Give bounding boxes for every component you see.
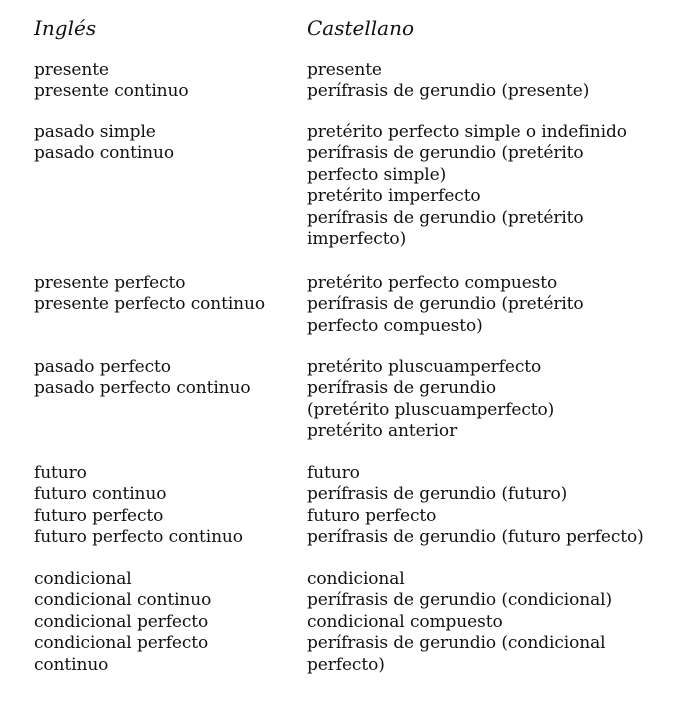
spanish-tenses: [307, 357, 672, 443]
spanish-tense: perfecto simple): [307, 164, 447, 185]
spanish-tense: perífrasis de gerundio (pretérito: [307, 143, 584, 164]
english-tense: pasado simple: [34, 122, 156, 142]
english-tense: presente perfecto continuo: [34, 294, 266, 315]
spanish-tenses: [307, 463, 672, 549]
spanish-tense: pretérito imperfecto: [307, 186, 481, 207]
spanish-tense: perífrasis de gerundio: [307, 378, 497, 399]
spanish-tense: condicional: [307, 569, 405, 589]
english-tenses: [34, 273, 299, 316]
english-column-header: Inglés: [34, 16, 97, 40]
spanish-tense: (pretérito pluscuamperfecto): [307, 399, 555, 420]
spanish-tense: perífrasis de gerundio (pretérito: [307, 294, 584, 315]
english-tenses: [34, 60, 299, 103]
spanish-tenses: [307, 122, 672, 250]
spanish-tenses: [307, 273, 672, 337]
english-tense: futuro perfecto: [34, 505, 164, 526]
english-tense: pasado perfecto: [34, 357, 171, 377]
spanish-tense: pretérito pluscuamperfecto: [307, 357, 542, 377]
spanish-tenses: [307, 60, 672, 103]
spanish-tense: perífrasis de gerundio (presente): [307, 81, 590, 102]
english-tenses: [34, 463, 299, 549]
spanish-tense: condicional compuesto: [307, 611, 503, 632]
spanish-tenses: [307, 569, 672, 676]
english-tenses: [34, 569, 299, 676]
spanish-tense: pretérito anterior: [307, 421, 458, 442]
spanish-tense: perífrasis de gerundio (condicional): [307, 590, 613, 611]
spanish-tense: presente: [307, 60, 382, 80]
english-tense: presente continuo: [34, 81, 189, 102]
spanish-tense: pretérito perfecto compuesto: [307, 273, 558, 293]
spanish-tense: futuro: [307, 463, 360, 483]
english-tense: condicional perfecto: [34, 633, 209, 654]
spanish-tense: perfecto): [307, 654, 385, 675]
spanish-tense: pretérito perfecto simple o indefinido: [307, 122, 627, 142]
spanish-tense: perífrasis de gerundio (futuro perfecto): [307, 527, 644, 548]
english-tense: pasado perfecto continuo: [34, 378, 251, 399]
english-tense: futuro perfecto continuo: [34, 527, 243, 548]
english-tense: pasado continuo: [34, 143, 175, 164]
spanish-tense: perífrasis de gerundio (pretérito: [307, 207, 584, 228]
spanish-column-header: Castellano: [307, 16, 415, 40]
english-tense: presente perfecto: [34, 273, 186, 293]
english-tense: presente: [34, 60, 109, 80]
english-tense: continuo: [34, 654, 109, 675]
english-tenses: [34, 357, 299, 400]
english-tenses: [34, 122, 299, 165]
spanish-tense: perfecto compuesto): [307, 315, 483, 336]
spanish-tense: futuro perfecto: [307, 505, 437, 526]
spanish-tense: perífrasis de gerundio (condicional: [307, 633, 606, 654]
english-tense: futuro continuo: [34, 484, 167, 505]
english-tense: condicional: [34, 569, 132, 589]
spanish-tense: imperfecto): [307, 228, 407, 249]
english-tense: condicional continuo: [34, 590, 212, 611]
english-tense: condicional perfecto: [34, 611, 209, 632]
spanish-tense: perífrasis de gerundio (futuro): [307, 484, 568, 505]
english-tense: futuro: [34, 463, 87, 483]
